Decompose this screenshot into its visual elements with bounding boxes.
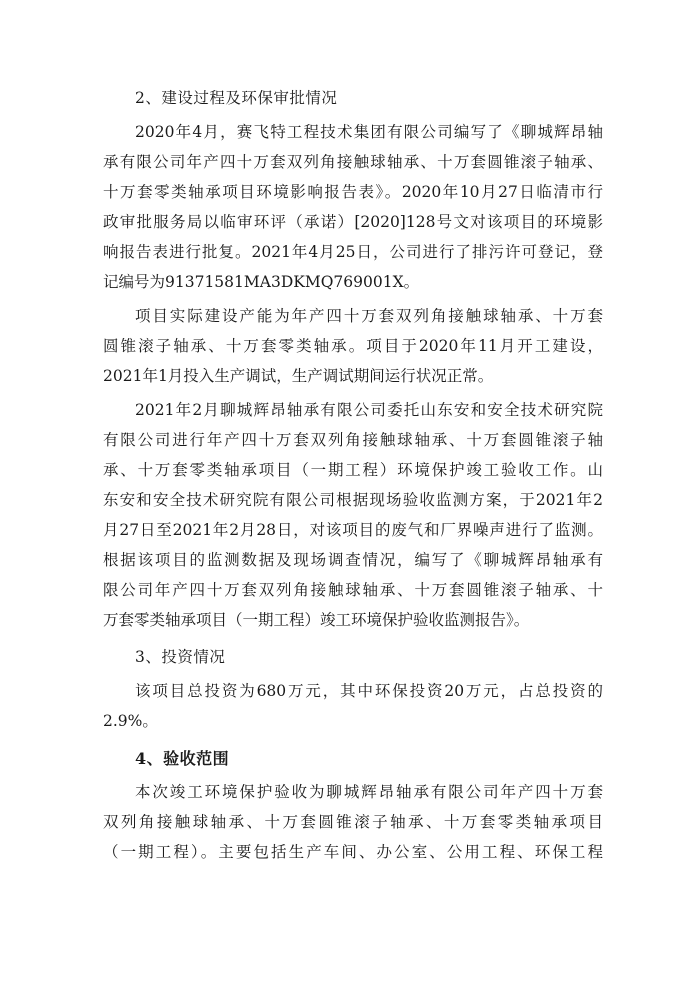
text-line: 项目实际建设产能为年产四十万套双列角接触球轴承、十万套 <box>135 307 603 325</box>
text-line: 双列角接触球轴承、十万套圆锥滚子轴承、十万套零类轴承项目 <box>103 813 603 831</box>
text-line: 月27日至2021年2月28日，对该项目的废气和厂界噪声进行了监测。 <box>103 521 603 539</box>
text-line: 十万套零类轴承项目环境影响报告表》。2020年10月27日临清市行 <box>103 183 603 201</box>
section-3-heading: 3、投资情况 <box>135 648 226 666</box>
section-4-paragraph-1 <box>103 777 603 867</box>
section-2-paragraph-1 <box>103 117 603 297</box>
text-line: 政审批服务局以临审环评（承诺）[2020]128号文对该项目的环境影 <box>103 213 603 231</box>
text-line: 记编号为91371581MA3DKMQ769001X。 <box>103 273 420 291</box>
section-4-heading: 4、验收范围 <box>135 749 230 768</box>
section-3-paragraph-1 <box>103 676 603 736</box>
text-line: 万套零类轴承项目（一期工程）竣工环境保护验收监测报告》。 <box>103 611 530 629</box>
text-line: 东安和安全技术研究院有限公司根据现场验收监测方案，于2021年2 <box>103 491 603 509</box>
text-line: 承、十万套零类轴承项目（一期工程）环境保护竣工验收工作。山 <box>103 461 603 479</box>
text-line: 2021年1月投入生产调试，生产调试期间运行状况正常。 <box>103 367 494 385</box>
section-2-heading: 2、建设过程及环保审批情况 <box>135 89 338 107</box>
document-body <box>103 84 603 867</box>
text-line: 限公司年产四十万套双列角接触球轴承、十万套圆锥滚子轴承、十 <box>103 581 603 599</box>
text-line: 本次竣工环境保护验收为聊城辉昂轴承有限公司年产四十万套 <box>135 783 603 801</box>
section-2-paragraph-2 <box>103 301 603 391</box>
text-line: 响报告表进行批复。2021年4月25日，公司进行了排污许可登记，登 <box>103 243 603 261</box>
text-line: （一期工程）。主要包括生产车间、办公室、公用工程、环保工程 <box>103 843 603 861</box>
text-line: 2.9%。 <box>103 712 158 730</box>
text-line: 圆锥滚子轴承、十万套零类轴承。项目于2020年11月开工建设， <box>103 337 603 355</box>
text-line: 2020年4月，赛飞特工程技术集团有限公司编写了《聊城辉昂轴 <box>135 123 603 141</box>
text-line: 根据该项目的监测数据及现场调查情况，编写了《聊城辉昂轴承有 <box>103 551 603 569</box>
section-2-paragraph-3 <box>103 395 603 635</box>
text-line: 该项目总投资为680万元，其中环保投资20万元，占总投资的 <box>135 682 603 700</box>
text-line: 有限公司进行年产四十万套双列角接触球轴承、十万套圆锥滚子轴 <box>103 431 603 449</box>
text-line: 2021年2月聊城辉昂轴承有限公司委托山东安和安全技术研究院 <box>135 401 603 419</box>
text-line: 承有限公司年产四十万套双列角接触球轴承、十万套圆锥滚子轴承、 <box>103 153 603 171</box>
